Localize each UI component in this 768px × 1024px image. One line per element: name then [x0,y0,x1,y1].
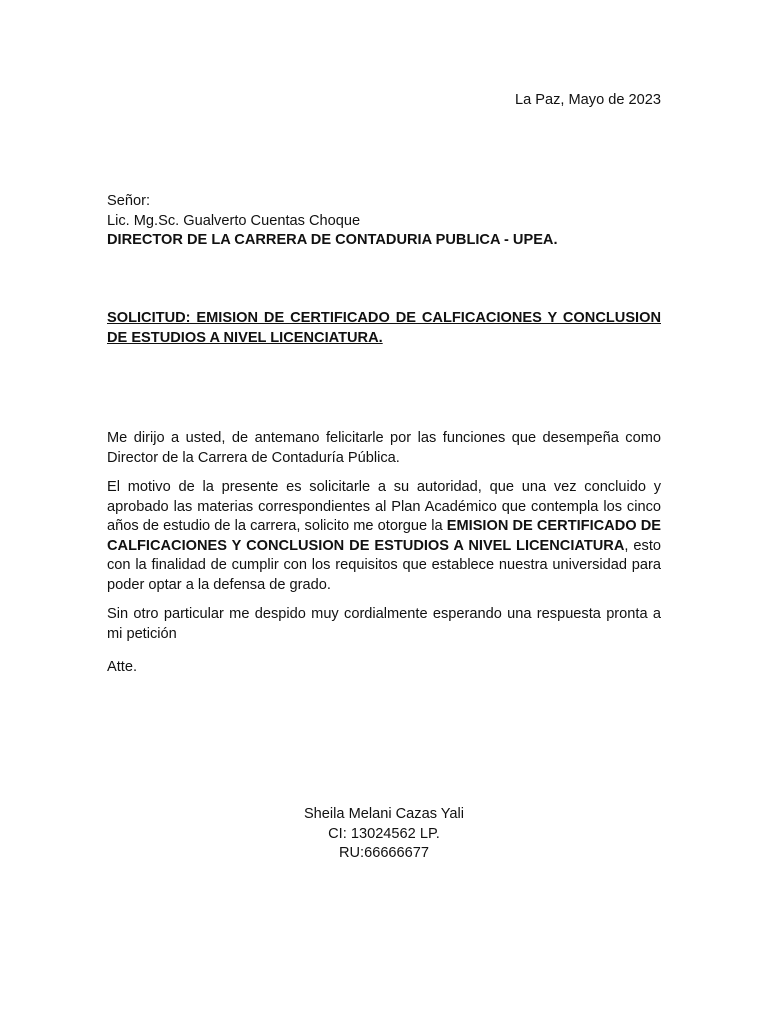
body-paragraph-3: Sin otro particular me despido muy cordialmente esperando una respuesta pronta a mi petición [107,606,661,642]
body-paragraph-2 [107,478,661,595]
body-paragraph-1: Me dirijo a usted, de antemano felicitarle por las funciones que desempeña como Director de la Carrera de Contaduría Pública. [107,430,661,466]
letter-body [107,429,661,688]
letter-subject: SOLICITUD: EMISION DE CERTIFICADO DE CALFICACIONES Y CONCLUSION DE ESTUDIOS A NIVEL LICENCIATURA. [107,310,661,346]
recipient-block [107,192,661,251]
signature-ci: CI: 13024562 LP. [328,825,440,842]
recipient-salutation: Señor: [107,193,150,209]
paragraph-2-bold-request: EMISION DE CERTIFICADO DE CALFICACIONES Y CONCLUSION DE ESTUDIOS A NIVEL LICENCIATURA [107,518,661,554]
paragraph-2-text-end: , esto con la finalidad de cumplir con los requisitos que establece nuestra universidad para poder optar a la defensa de grado. [107,537,661,593]
recipient-position: DIRECTOR DE LA CARRERA DE CONTADURIA PUBLICA - UPEA. [107,232,558,248]
signature-name: Sheila Melani Cazas Yali [303,806,465,822]
recipient-name: Lic. Mg.Sc. Gualverto Cuentas Choque [107,212,361,229]
letter-date: La Paz, Mayo de 2023 [514,92,661,108]
signature-block [0,805,768,864]
paragraph-2-text-start: El motivo de la presente es solicitarle a su autoridad, que una vez concluido y aprobado las materias correspondientes al Plan Académico que contempla los cinco años de estudio de la carrera, solicito me otorgue la [107,479,661,534]
letter-closing: Atte. [107,659,138,675]
signature-ru: RU:66666677 [338,845,430,861]
